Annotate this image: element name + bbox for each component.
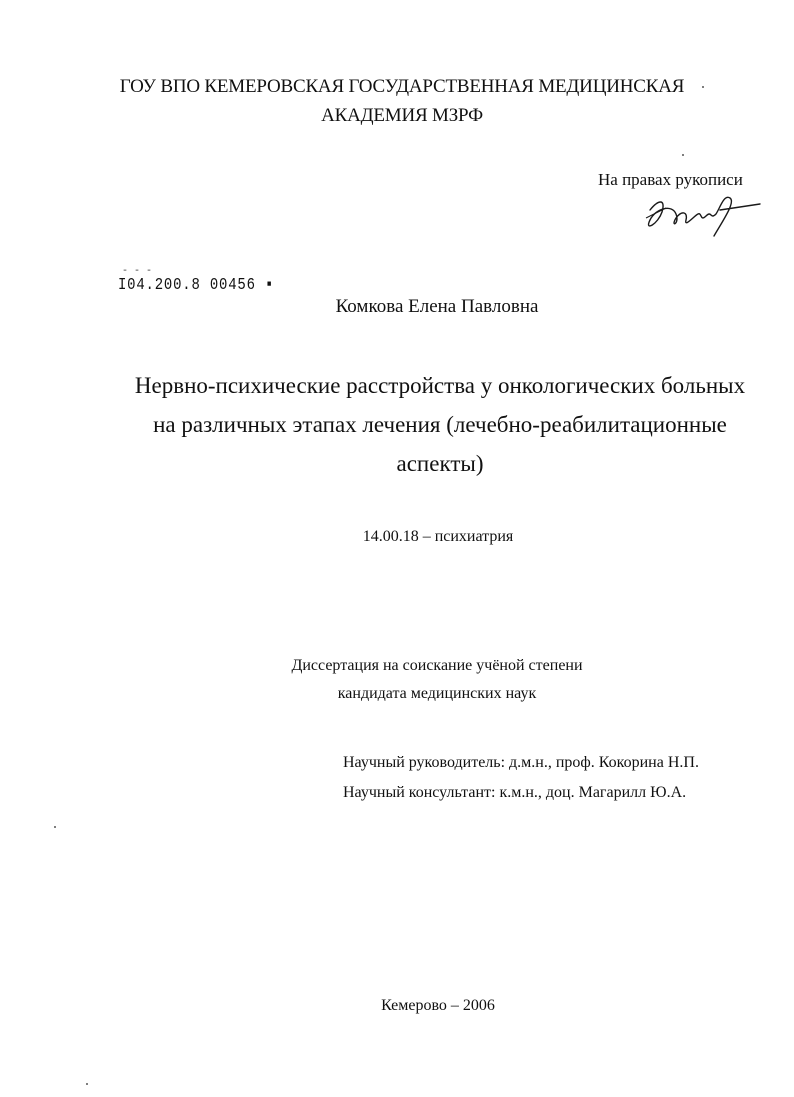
stamp-ticks: ‐ ‐ ‐ (122, 266, 153, 277)
stamp-digits: 04.200.8 00456 (127, 276, 256, 295)
dissertation-title (110, 366, 770, 483)
scan-speck (54, 826, 56, 828)
title-line-1: Нервно-психические расстройства у онкологических больных (134, 373, 746, 398)
stamp-number (118, 276, 274, 295)
institution-line-2: АКАДЕМИЯ МЗРФ (321, 105, 483, 126)
city-year: Кемерово – 2006 (381, 997, 495, 1014)
consultant: Научный консультант: к.м.н., доц. Магарилл Ю.А. (343, 784, 687, 801)
institution-header (0, 72, 794, 130)
degree-line-2: кандидата медицинских наук (337, 685, 537, 702)
institution-line-1: ГОУ ВПО КЕМЕРОВСКАЯ ГОСУДАРСТВЕННАЯ МЕДИЦИНСКАЯ (119, 76, 685, 97)
scan-speck (86, 1083, 88, 1085)
scan-speck (682, 154, 684, 156)
stamp-bar: I (118, 276, 128, 295)
scan-speck (702, 86, 704, 88)
degree-line-1: Диссертация на соискание учёной степени (291, 657, 583, 674)
advisors-block (343, 748, 699, 808)
author-name: Комкова Елена Павловна (335, 296, 539, 317)
title-line-2: на различных этапах лечения (лечебно-реабилитационные (153, 412, 727, 437)
degree-statement (0, 652, 794, 708)
supervisor: Научный руководитель: д.м.н., проф. Кокорина Н.П. (343, 754, 699, 771)
signature-image (636, 188, 766, 243)
stamp-mark: ▪ (255, 276, 275, 295)
title-line-3: аспекты) (396, 451, 484, 476)
rights-note: На правах рукописи (598, 170, 743, 189)
specialty-code: 14.00.18 – психиатрия (362, 528, 514, 545)
